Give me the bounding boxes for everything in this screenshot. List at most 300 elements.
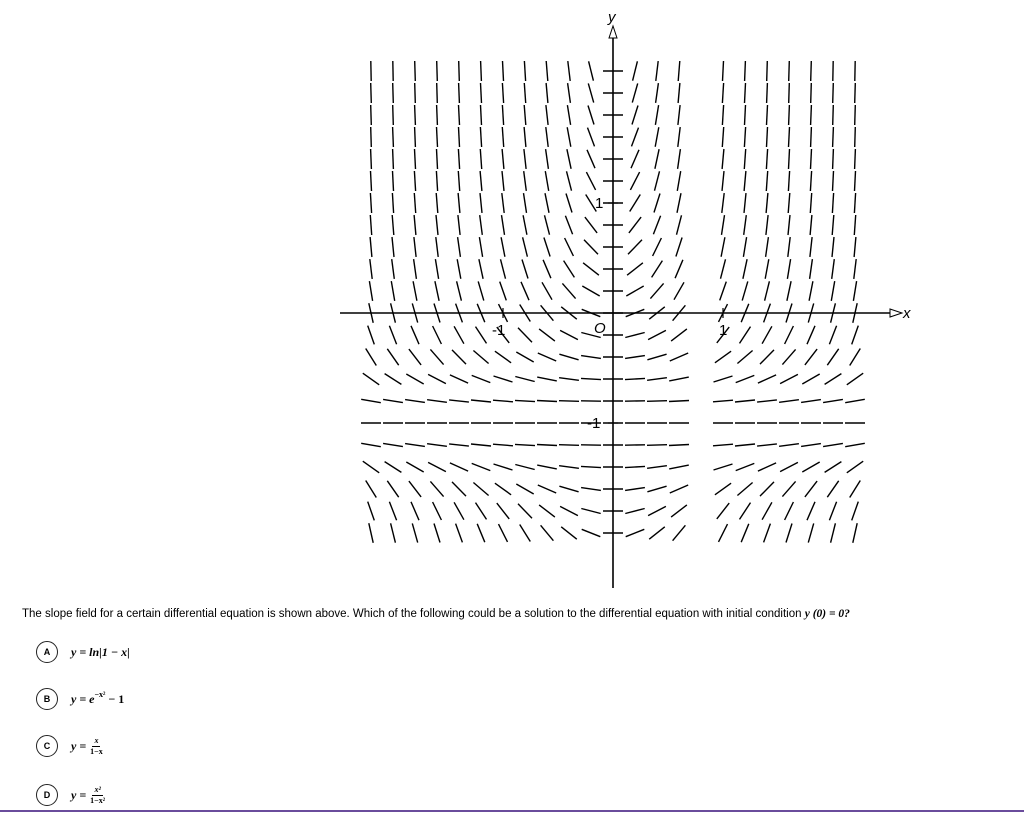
slope-segment [785,502,794,520]
slope-segment [833,149,834,169]
slope-segment [409,481,421,497]
slope-segment [625,356,645,359]
slope-segment [833,127,834,147]
slope-segment [779,400,799,403]
slope-segment [363,373,379,385]
slope-segment [414,171,415,191]
slope-segment [807,502,815,520]
slope-segment [722,193,724,213]
slope-segment [565,238,574,256]
slope-segment [829,502,836,521]
slope-segment [767,127,768,147]
slope-segment [714,464,733,470]
slope-segment [805,349,817,365]
slope-segment [522,260,528,279]
slope-segment [767,105,768,125]
slope-segment [518,504,532,518]
slope-segment [811,127,812,147]
slope-segment [538,353,556,361]
slope-segment [370,237,372,257]
slope-segment [720,282,727,301]
slope-segment [767,83,768,103]
slope-segment [669,401,689,402]
slope-segment [766,193,768,213]
slope-segment [583,263,599,275]
slope-segment [537,377,557,381]
slope-segment [559,486,578,492]
axes [340,9,911,588]
slope-segment [523,237,528,256]
slope-segment [544,238,550,257]
slope-segment [543,260,551,278]
slope-segment [676,238,682,257]
slope-segment [383,443,403,446]
slope-segment [494,376,513,382]
slope-segment [409,349,421,365]
slope-segment [628,240,642,254]
slope-segment [722,149,724,169]
slope-segment [669,377,689,381]
slope-segment [524,149,526,169]
slope-segment [435,259,438,279]
slope-segment [458,215,460,235]
slope-segment [632,106,638,125]
slope-segment [473,483,488,496]
slope-segment [495,351,511,363]
slope-segment [626,286,643,296]
slope-segment [387,481,398,497]
option-c-formula [71,737,103,756]
slope-segment [584,240,598,254]
slope-segment [653,238,662,256]
slope-segment [430,349,443,364]
slope-segment [745,61,746,81]
slope-segment [414,259,417,279]
y-tick-label: 1 [595,195,604,212]
slope-segment [500,282,507,301]
x-tick-label: 1 [719,322,728,339]
slope-segment [581,356,601,359]
slope-segment [655,171,660,190]
slope-segment [405,444,425,447]
slope-segment [450,463,468,471]
bottom-border [0,810,1024,812]
slope-segment [406,374,423,384]
slope-segment [537,465,557,469]
slope-segment [501,259,506,278]
slope-segment [473,351,488,364]
slope-segment [581,378,601,379]
slope-segment [745,83,746,103]
slope-segment [366,481,377,498]
slope-segment [456,524,463,543]
slope-segment [745,105,746,125]
slope-segment [383,399,403,402]
slope-segment [740,327,751,344]
slope-segment [567,171,572,190]
option-b[interactable] [36,686,124,712]
slope-segment [581,466,601,467]
slope-segment [428,374,446,383]
option-a-formula [71,645,130,660]
option-c[interactable] [36,733,103,759]
slope-segment [855,149,856,169]
slope-segment [626,529,645,536]
slope-segment [437,83,438,103]
slope-segment [371,105,372,125]
slope-segment [480,171,482,191]
slope-segment [393,127,394,147]
slope-segment [458,149,459,169]
slope-segment [436,193,438,213]
slope-segment [415,83,416,103]
slope-segment [678,105,680,125]
slope-segment [855,171,856,191]
slope-segment [670,485,688,493]
slope-segment [678,83,680,103]
slope-segment [414,237,416,257]
slope-segment [560,506,578,515]
slope-segment [625,509,644,514]
slope-segment [714,376,733,382]
slope-segment [541,525,554,540]
slope-segment [831,281,834,301]
slope-segment [393,171,394,191]
slope-segment [414,215,416,235]
slope-segment [832,215,834,235]
slope-segment [780,374,798,383]
slope-segment [648,506,666,515]
option-b-letter[interactable]: B [36,688,58,710]
slope-segment [722,83,723,103]
slope-segment [827,481,838,497]
slope-segment [449,444,469,446]
slope-segment [495,483,511,495]
slope-segment [454,326,464,343]
slope-segment [405,400,425,403]
slope-segment [810,215,812,235]
slope-segment [411,326,419,344]
slope-segment [472,463,491,470]
option-d-letter[interactable]: D [36,784,58,806]
slope-segment [524,127,526,147]
slope-segment [560,330,578,339]
slope-segment [501,237,505,257]
slope-segment [722,171,724,191]
slope-segment [523,215,527,235]
slope-segment [371,171,372,191]
slope-segment [741,524,749,542]
slope-segment [427,400,447,403]
slope-segment [392,193,393,213]
slope-segment [363,461,379,473]
slope-segment [545,193,549,213]
slope-segment [766,237,769,257]
slope-segment [582,286,599,296]
slope-segment [559,466,579,469]
slope-segment [765,281,770,300]
slope-segment [581,509,600,514]
slope-segment [459,105,460,125]
slope-segment [539,329,555,341]
slope-segment [787,281,791,301]
slope-segment [430,481,443,496]
slope-segment [713,400,733,402]
slope-segment [625,466,645,467]
slope-segment [766,171,767,191]
slope-segment [546,149,549,169]
slope-segment [805,481,817,497]
slope-segment [715,351,731,363]
slope-segment [850,349,861,366]
slope-segment [743,259,747,279]
slope-segment [853,523,857,543]
slope-segment [823,443,843,446]
question-text [22,608,850,620]
slope-segment [480,193,482,213]
slope-segment [678,127,680,147]
slope-segment [588,128,595,147]
slope-segment [502,171,504,191]
slope-segment [852,326,859,345]
slope-segment [415,149,416,169]
slope-segment [524,61,525,81]
slope-segment [847,461,863,473]
option-b-exponent: −x² [94,689,106,699]
y-axis-arrow [609,26,617,38]
slope-segment [630,172,639,190]
slope-segment [671,505,687,517]
slope-segment [766,149,767,169]
slope-segment [385,462,402,473]
slope-segment [715,483,731,495]
slope-segment [366,349,377,366]
slope-segment [546,61,548,81]
slope-segment [520,525,531,542]
slope-segment [674,282,684,299]
slope-segment [654,194,660,213]
slope-segment [632,83,637,102]
slope-segment [546,127,548,147]
slope-segment [458,193,460,213]
slope-segment [655,105,658,125]
slope-segment [471,400,491,402]
slope-segment [545,171,548,191]
slope-segment [655,127,659,147]
slope-segment [652,261,663,278]
slope-segment [502,193,504,213]
slope-segment [471,444,491,446]
slope-segment [478,281,484,300]
slope-segment [393,149,394,169]
slope-segment [647,378,667,381]
slope-segment [588,106,594,125]
slope-segment [385,374,402,385]
slope-segment [647,486,666,492]
option-b-formula [71,689,125,707]
slope-segment [389,502,396,521]
slope-segment [436,171,437,191]
option-c-letter[interactable]: C [36,735,58,757]
slope-segment [493,444,513,446]
slope-segment [368,326,375,345]
slope-segment [393,105,394,125]
slope-segment [502,83,503,103]
slope-segment [810,259,813,279]
slope-segment [542,282,552,299]
slope-segment [833,83,834,103]
slope-segment [758,463,776,471]
option-d[interactable] [36,782,105,808]
slope-segment [414,193,415,213]
slope-segment [411,502,419,520]
slope-segment [809,281,813,301]
slope-segment [459,83,460,103]
slope-segment [437,127,438,147]
slope-segment [630,195,641,212]
slope-segment [497,503,509,519]
slope-segment [802,374,819,384]
slope-segment [675,260,683,278]
slope-segment [437,61,438,81]
slope-segment [559,354,578,360]
slope-segment [808,523,813,542]
slope-segment [810,171,811,191]
slope-segment [670,353,688,361]
slope-segment [789,61,790,81]
slope-segment [632,128,639,147]
slope-segment [537,445,557,446]
slope-segment [801,400,821,403]
slope-segment [678,149,681,169]
slope-segment [582,529,601,536]
option-c-fraction [90,737,103,756]
slope-segment [437,105,438,125]
slope-segment [370,215,371,235]
slope-segment [780,462,798,471]
slope-segment [855,127,856,147]
slope-segment [361,399,381,402]
slope-segment [832,193,833,213]
slope-segment [678,61,680,81]
slope-segment [717,503,729,519]
slope-segment [587,150,595,168]
slope-segment [413,281,417,301]
slope-segment [369,281,372,301]
slope-segment [736,463,755,470]
slope-segment [627,263,643,275]
slope-segment [760,482,774,496]
slope-segment [789,105,790,125]
initial-condition: y (0) = 0? [804,608,850,620]
slope-segment [494,464,513,470]
slope-segment [454,502,464,519]
slope-segment [515,400,535,401]
x-axis-arrow [890,309,902,317]
slope-segment [845,399,865,402]
option-c-numerator: x [94,735,99,745]
slope-segment [855,105,856,125]
slope-segment [677,171,680,191]
slope-segment [481,83,482,103]
slope-segment [392,237,394,257]
slope-segment [588,83,593,102]
option-a[interactable] [36,639,130,665]
slope-segment [782,349,795,364]
slope-segment [743,237,746,257]
slope-segment [481,105,482,125]
slope-segment [567,149,571,169]
slope-segment [760,350,774,364]
slope-segment [566,194,572,213]
origin-label: O [594,320,606,337]
slope-segment [829,326,836,345]
slope-segment [847,373,863,385]
slope-segment [568,61,570,81]
slope-segment [757,444,777,446]
slope-segment [762,326,772,343]
slope-segment [825,374,842,385]
slope-segment [479,259,483,279]
slope-segment [452,350,466,364]
slope-segment [415,127,416,147]
slope-segment [502,149,504,169]
slope-segment [823,399,843,402]
slope-segment [785,326,794,344]
slope-segment [476,327,487,344]
option-a-letter[interactable]: A [36,641,58,663]
option-d-lhs: y = [71,787,87,802]
slope-segment [737,483,752,496]
option-d-formula [71,786,105,805]
slope-segment [434,524,440,543]
slope-segment [521,282,529,300]
slope-segment [648,330,666,339]
slope-segment [371,127,372,147]
slope-segment [361,443,381,446]
slope-segment [415,61,416,81]
slope-segment [764,524,771,543]
slope-segment [459,61,460,81]
slope-segment [433,502,442,520]
slope-segment [832,259,835,279]
slope-segment [502,215,505,235]
option-c-denominator: 1−x [90,746,103,756]
slope-segment [503,61,504,81]
slope-segment [493,400,513,402]
slope-segment [515,465,534,470]
slope-segment [767,61,768,81]
slope-segment [518,328,532,342]
option-b-base: y = e [71,691,95,706]
slope-segment [744,193,746,213]
slope-segment [412,523,417,542]
slope-segment [740,503,751,520]
slope-segment [757,400,777,402]
slope-segment [393,83,394,103]
slope-segment [788,171,789,191]
slope-segment [647,445,667,446]
slope-segment [649,527,665,539]
slope-segment [559,378,579,381]
slope-segment [567,127,571,147]
y-axis-label: y [608,9,616,26]
slope-segment [436,215,438,235]
slope-segment [585,217,597,233]
slope-segment [625,488,645,491]
slope-segment [631,150,639,168]
slope-segment [735,400,755,402]
